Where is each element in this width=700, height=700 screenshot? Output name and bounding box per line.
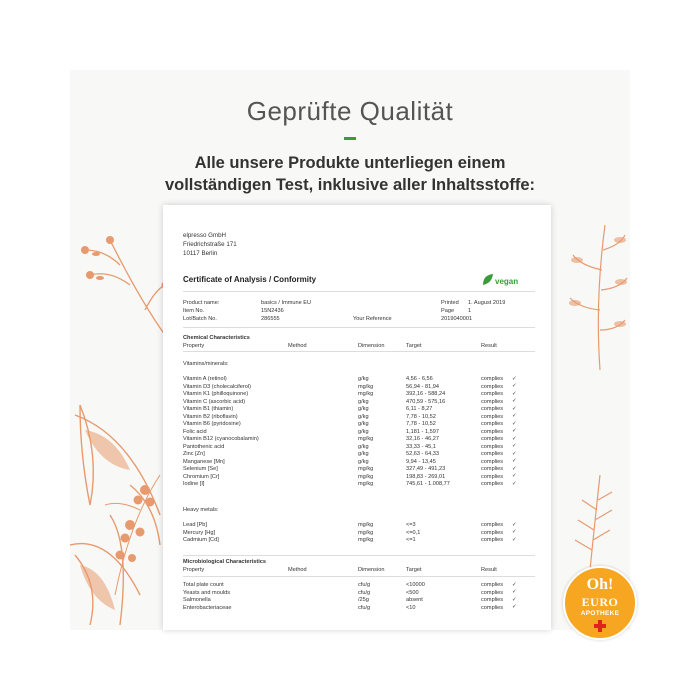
row-result: complies <box>481 451 504 457</box>
row-dimension: cfu/g <box>358 604 371 611</box>
row-result: complies <box>481 604 504 611</box>
certificate-title: Certificate of Analysis / Conformity <box>183 275 317 284</box>
heavy-metals-group-label: Heavy metals: <box>183 507 219 513</box>
row-dimension: g/kg <box>358 406 369 412</box>
pharmacy-cross-icon <box>594 620 606 632</box>
row-result: complies <box>481 428 504 435</box>
check-icon: ✓ <box>512 521 517 528</box>
divider <box>183 351 535 352</box>
row-result: complies <box>481 391 504 397</box>
row-dimension: mg/kg <box>358 473 374 480</box>
vegan-leaf-icon <box>481 273 523 287</box>
row-target: <=1 <box>406 537 416 543</box>
divider <box>183 291 535 292</box>
check-icon: ✓ <box>512 420 517 427</box>
check-icon: ✓ <box>512 596 517 603</box>
col-header-method: Method <box>288 343 307 349</box>
col-header-dimension: Dimension <box>358 343 385 349</box>
row-property: Vitamin B1 (thiamin) <box>183 406 234 412</box>
divider <box>183 576 535 577</box>
row-dimension: mg/kg <box>358 529 374 536</box>
row-property: Mercury [Hg] <box>183 529 216 536</box>
printed-label: Printed <box>441 300 459 306</box>
check-icon: ✓ <box>512 604 517 610</box>
divider <box>183 555 535 556</box>
check-icon: ✓ <box>512 405 517 412</box>
row-dimension: g/kg <box>358 428 369 435</box>
row-dimension: mg/kg <box>358 391 374 397</box>
check-icon: ✓ <box>512 450 517 457</box>
row-property: Folic acid <box>183 428 207 435</box>
row-dimension: cfu/g <box>358 589 371 596</box>
row-property: Vitamin K1 (philloquinone) <box>183 391 249 397</box>
row-target: 56,94 - 81,94 <box>406 383 439 390</box>
logo-line-oh: Oh! <box>586 576 614 593</box>
micro-section-title: Microbiological Characteristics <box>183 559 266 565</box>
row-result: complies <box>481 383 504 390</box>
reference-value: 2019040001 <box>441 316 473 322</box>
check-icon: ✓ <box>512 390 517 397</box>
meta-label-product: Product name: <box>183 300 220 306</box>
col-header-dimension: Dimension <box>358 567 385 573</box>
col-header-target: Target <box>406 567 422 573</box>
botanical-branch-left-icon <box>70 230 170 340</box>
row-dimension: mg/kg <box>358 466 374 472</box>
row-result: complies <box>481 413 504 420</box>
row-result: complies <box>481 529 504 536</box>
row-property: Zinc [Zn] <box>183 451 205 457</box>
row-dimension: mg/kg <box>358 537 374 543</box>
row-dimension: g/kg <box>358 413 369 420</box>
row-property: Selenium [Se] <box>183 466 218 472</box>
col-header-result: Result <box>481 343 497 349</box>
row-property: Enterobacteriaceae <box>183 604 232 611</box>
row-target: <10 <box>406 604 416 611</box>
row-target: 198,83 - 269,01 <box>406 473 446 480</box>
page-title: Geprüfte Qualität <box>246 96 454 126</box>
row-target: absent <box>406 597 423 603</box>
vegan-label: vegan <box>495 277 519 286</box>
botanical-sprig-right-icon <box>565 220 630 370</box>
divider <box>183 327 535 328</box>
check-icon: ✓ <box>512 443 517 449</box>
row-target: <500 <box>406 589 419 596</box>
col-header-property: Property <box>183 567 205 573</box>
check-icon: ✓ <box>512 428 517 434</box>
row-property: Cadmium [Cd] <box>183 537 219 543</box>
oh-euro-apotheke-logo <box>563 566 637 640</box>
row-target: 392,16 - 588,24 <box>406 391 446 397</box>
row-result: complies <box>481 421 504 427</box>
row-property: Manganese [Mn] <box>183 458 225 465</box>
row-target: 327,49 - 491,23 <box>406 466 446 472</box>
row-dimension: g/kg <box>358 458 369 465</box>
row-result: complies <box>481 466 504 472</box>
check-icon: ✓ <box>512 458 517 464</box>
row-dimension: g/kg <box>358 443 369 450</box>
check-icon: ✓ <box>512 375 517 382</box>
certificate-document <box>163 205 551 630</box>
logo-line-apotheke: APOTHEKE <box>580 610 620 617</box>
row-target: 745,61 - 1.008,77 <box>406 481 450 487</box>
row-target: 9,94 - 13,45 <box>406 458 436 465</box>
company-name: elpresso GmbH <box>183 232 226 239</box>
meta-value-product: basics / Immune EU <box>261 300 312 306</box>
row-property: Lead [Pb] <box>183 522 207 528</box>
meta-value-item: 15N2436 <box>261 308 284 314</box>
row-result: complies <box>481 582 504 588</box>
row-target: 52,63 - 64,33 <box>406 451 439 457</box>
row-result: complies <box>481 481 504 487</box>
your-reference-label: Your Reference <box>353 316 392 322</box>
row-result: complies <box>481 473 504 480</box>
row-property: Vitamin C (ascorbic acid) <box>183 398 246 405</box>
row-dimension: g/kg <box>358 398 369 405</box>
row-target: <=0,1 <box>406 529 421 536</box>
berries-icon <box>100 470 165 600</box>
row-target: 32,16 - 46,27 <box>406 436 439 442</box>
row-result: complies <box>481 458 504 465</box>
check-icon: ✓ <box>512 413 517 419</box>
row-property: Yeasts and moulds <box>183 589 231 596</box>
row-property: Total plate count <box>183 582 224 588</box>
col-header-result: Result <box>481 567 497 573</box>
company-street: Friedrichstraße 171 <box>183 241 237 248</box>
check-icon: ✓ <box>512 529 517 535</box>
row-property: Pantothenic acid <box>183 443 225 450</box>
check-icon: ✓ <box>512 473 517 479</box>
row-property: Chromium [Cr] <box>183 473 220 480</box>
row-target: 470,59 - 575,16 <box>406 398 446 405</box>
row-dimension: g/kg <box>358 376 369 382</box>
row-dimension: g/kg <box>358 451 369 457</box>
row-property: Vitamin B6 (pyridoxine) <box>183 421 241 427</box>
row-result: complies <box>481 597 504 603</box>
row-result: complies <box>481 376 504 382</box>
row-property: Salmonella <box>183 597 211 603</box>
row-target: <10000 <box>406 582 425 588</box>
row-target: <=3 <box>406 522 416 528</box>
row-result: complies <box>481 406 504 412</box>
row-dimension: mg/kg <box>358 481 374 487</box>
row-target: 6,11 - 8,27 <box>406 406 433 412</box>
check-icon: ✓ <box>512 383 517 389</box>
check-icon: ✓ <box>512 536 517 543</box>
check-icon: ✓ <box>512 398 517 404</box>
subtitle-line-2: vollständigen Test, inklusive aller Inhaltsstoffe: <box>164 176 536 194</box>
row-property: Iodine [I] <box>183 481 205 487</box>
meta-value-lot: 286555 <box>261 316 280 322</box>
col-header-method: Method <box>288 567 307 573</box>
subtitle-line-1: Alle unsere Produkte unterliegen einem <box>194 154 506 172</box>
check-icon: ✓ <box>512 465 517 472</box>
company-city: 10117 Berlin <box>183 250 218 257</box>
page-subtitle <box>0 152 700 196</box>
col-header-property: Property <box>183 343 205 349</box>
page-label: Page <box>441 308 455 314</box>
row-property: Vitamin A (retinol) <box>183 376 227 382</box>
col-header-target: Target <box>406 343 422 349</box>
printed-value: 1. August 2019 <box>468 300 506 306</box>
row-result: complies <box>481 522 504 528</box>
check-icon: ✓ <box>512 480 517 487</box>
fern-right-icon <box>560 470 630 570</box>
row-dimension: mg/kg <box>358 436 374 442</box>
row-target: 1,181 - 1,597 <box>406 428 439 435</box>
row-property: Vitamin D3 (cholecalciferol) <box>183 383 251 390</box>
check-icon: ✓ <box>512 435 517 442</box>
logo-line-euro: EURO <box>581 595 619 609</box>
meta-label-lot: Lot/Batch No. <box>183 316 217 322</box>
row-target: 4,56 - 6,56 <box>406 376 433 382</box>
chemical-section-title: Chemical Characteristics <box>183 335 250 341</box>
row-result: complies <box>481 589 504 596</box>
row-result: complies <box>481 443 504 450</box>
row-target: 33,33 - 45,1 <box>406 443 436 450</box>
check-icon: ✓ <box>512 581 517 588</box>
row-dimension: mg/kg <box>358 522 374 528</box>
check-icon: ✓ <box>512 589 517 595</box>
row-dimension: cfu/g <box>358 582 371 588</box>
title-underline-accent <box>344 137 356 140</box>
row-dimension: /25g <box>358 597 369 603</box>
page-value: 1 <box>468 308 472 314</box>
row-dimension: mg/kg <box>358 383 374 390</box>
row-result: complies <box>481 436 504 442</box>
row-property: Vitamin B2 (riboflavin) <box>183 413 238 420</box>
row-target: 7,78 - 10,52 <box>406 421 436 427</box>
row-target: 7,78 - 10,52 <box>406 413 436 420</box>
meta-label-item: Item No. <box>183 308 205 314</box>
row-result: complies <box>481 537 504 543</box>
vitamins-group-label: Vitamins/minerals: <box>183 361 229 367</box>
row-result: complies <box>481 398 504 405</box>
row-property: Vitamin B12 (cyanocobalamin) <box>183 436 259 442</box>
row-dimension: g/kg <box>358 421 369 427</box>
